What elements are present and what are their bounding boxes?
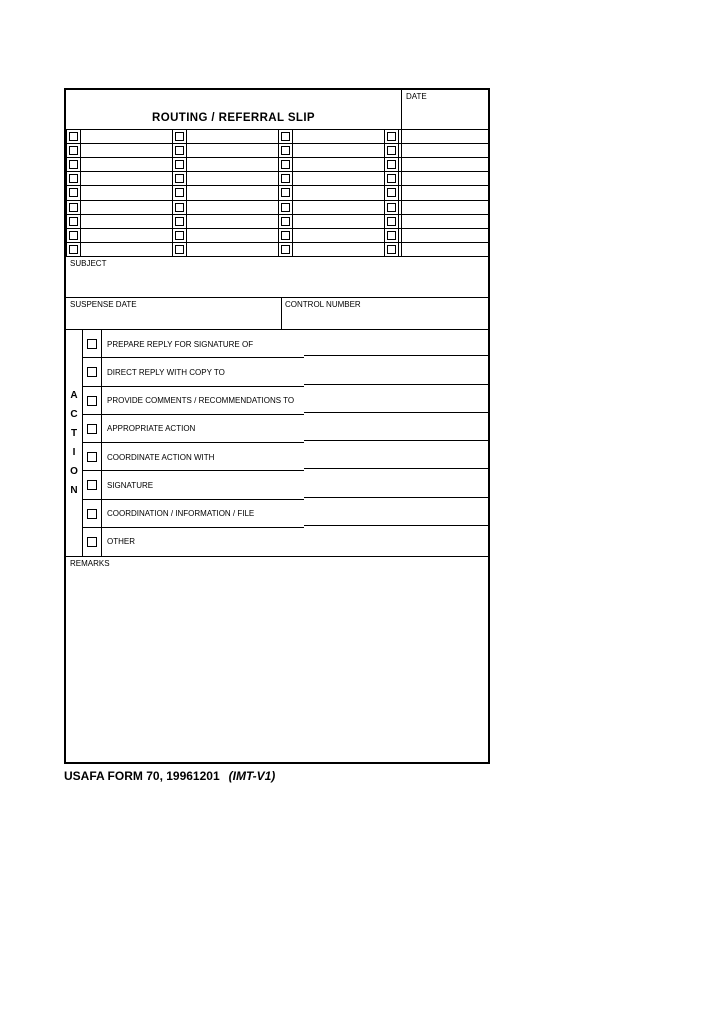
- routing-name-field[interactable]: [81, 215, 172, 228]
- routing-checkbox-cell: [172, 172, 187, 185]
- form-footer: [64, 769, 275, 783]
- action-label: COORDINATE ACTION WITH: [107, 452, 215, 462]
- routing-name-field[interactable]: [187, 215, 278, 228]
- routing-checkbox-cell: [384, 243, 399, 256]
- routing-checkbox-cell: [66, 144, 81, 157]
- suspense-control-row: [66, 298, 488, 330]
- routing-checkbox[interactable]: [175, 132, 184, 141]
- action-row-separator-right: [304, 468, 488, 469]
- routing-checkbox-cell: [172, 130, 187, 143]
- subject-label: SUBJECT: [70, 259, 107, 268]
- routing-checkbox[interactable]: [387, 146, 396, 155]
- form-version: (IMT-V1): [228, 769, 276, 783]
- routing-name-field[interactable]: [402, 158, 488, 171]
- action-row: [83, 415, 488, 443]
- routing-checkbox-cell: [66, 229, 81, 242]
- routing-checkbox-cell: [384, 229, 399, 242]
- routing-checkbox[interactable]: [69, 174, 78, 183]
- action-label: PROVIDE COMMENTS / RECOMMENDATIONS TO: [107, 396, 295, 406]
- routing-checkbox[interactable]: [69, 217, 78, 226]
- routing-checkbox[interactable]: [69, 203, 78, 212]
- routing-name-field[interactable]: [402, 144, 488, 157]
- routing-grid-row: [66, 243, 488, 257]
- action-fill-field[interactable]: [153, 471, 488, 499]
- action-row-separator-right: [304, 355, 488, 356]
- routing-checkbox[interactable]: [281, 231, 290, 240]
- routing-checkbox-cell: [384, 186, 399, 199]
- action-letter: T: [70, 428, 78, 439]
- action-checkbox[interactable]: [87, 537, 97, 547]
- routing-checkbox[interactable]: [175, 245, 184, 254]
- action-fill-field[interactable]: [253, 330, 488, 358]
- routing-checkbox[interactable]: [387, 188, 396, 197]
- routing-checkbox-cell: [66, 158, 81, 171]
- routing-checkbox-cell: [278, 186, 293, 199]
- action-letter: N: [70, 485, 78, 496]
- routing-name-field[interactable]: [293, 201, 384, 214]
- routing-grid-row: [66, 201, 488, 215]
- routing-checkbox[interactable]: [175, 174, 184, 183]
- suspense-date-label: SUSPENSE DATE: [70, 300, 137, 309]
- routing-name-field[interactable]: [402, 201, 488, 214]
- routing-checkbox[interactable]: [387, 132, 396, 141]
- routing-checkbox-cell: [384, 158, 399, 171]
- routing-checkbox-cell: [172, 201, 187, 214]
- routing-name-field[interactable]: [293, 172, 384, 185]
- routing-checkbox[interactable]: [281, 203, 290, 212]
- routing-name-field[interactable]: [187, 158, 278, 171]
- action-row: [83, 358, 488, 386]
- routing-checkbox-cell: [278, 201, 293, 214]
- routing-checkbox-cell: [278, 130, 293, 143]
- routing-name-field[interactable]: [187, 144, 278, 157]
- control-number-field[interactable]: [282, 298, 488, 329]
- routing-checkbox-cell: [278, 158, 293, 171]
- routing-checkbox-cell: [172, 144, 187, 157]
- routing-name-field[interactable]: [81, 201, 172, 214]
- action-row-separator-right: [304, 525, 488, 526]
- routing-name-field[interactable]: [402, 186, 488, 199]
- action-row: [83, 528, 488, 556]
- action-fill-field[interactable]: [225, 358, 488, 386]
- routing-checkbox-cell: [172, 186, 187, 199]
- date-label: DATE: [406, 92, 427, 101]
- routing-checkbox[interactable]: [281, 188, 290, 197]
- routing-name-field[interactable]: [293, 158, 384, 171]
- action-checkbox-cell: [83, 387, 102, 415]
- routing-name-field[interactable]: [81, 158, 172, 171]
- action-fill-field[interactable]: [135, 528, 488, 556]
- action-fill-field[interactable]: [214, 443, 488, 471]
- date-field[interactable]: [401, 90, 488, 129]
- suspense-date-field[interactable]: [66, 298, 282, 329]
- action-rows: [83, 330, 488, 556]
- action-label: COORDINATION / INFORMATION / FILE: [107, 509, 255, 519]
- routing-name-field[interactable]: [81, 243, 172, 256]
- routing-name-field[interactable]: [81, 144, 172, 157]
- routing-name-field[interactable]: [81, 186, 172, 199]
- form-title: ROUTING / REFERRAL SLIP: [152, 112, 315, 124]
- routing-checkbox-cell: [278, 172, 293, 185]
- routing-checkbox-cell: [66, 215, 81, 228]
- action-label: SIGNATURE: [107, 480, 154, 490]
- routing-checkbox[interactable]: [281, 132, 290, 141]
- routing-name-field[interactable]: [293, 243, 384, 256]
- action-fill-field[interactable]: [254, 500, 488, 528]
- action-fill-field[interactable]: [294, 387, 488, 415]
- action-checkbox-cell: [83, 500, 102, 528]
- action-checkbox-cell: [83, 415, 102, 443]
- action-label: OTHER: [107, 537, 135, 547]
- routing-grid: [66, 130, 488, 257]
- routing-name-field[interactable]: [402, 130, 488, 143]
- action-letter: C: [70, 409, 78, 420]
- routing-checkbox-cell: [66, 201, 81, 214]
- routing-checkbox[interactable]: [175, 160, 184, 169]
- routing-checkbox-cell: [384, 144, 399, 157]
- routing-name-field[interactable]: [293, 130, 384, 143]
- action-row-separator-right: [304, 384, 488, 385]
- routing-checkbox-cell: [278, 229, 293, 242]
- action-row: [83, 471, 488, 499]
- routing-checkbox[interactable]: [175, 203, 184, 212]
- remarks-label: REMARKS: [70, 559, 110, 568]
- routing-checkbox[interactable]: [175, 217, 184, 226]
- routing-checkbox-cell: [384, 130, 399, 143]
- routing-name-field[interactable]: [293, 215, 384, 228]
- routing-name-field[interactable]: [402, 215, 488, 228]
- routing-name-field[interactable]: [402, 172, 488, 185]
- action-label: PREPARE REPLY FOR SIGNATURE OF: [107, 339, 254, 349]
- action-row: [83, 330, 488, 358]
- subject-field[interactable]: [66, 257, 488, 298]
- routing-name-field[interactable]: [81, 172, 172, 185]
- routing-checkbox[interactable]: [387, 245, 396, 254]
- routing-name-field[interactable]: [293, 144, 384, 157]
- routing-checkbox[interactable]: [387, 174, 396, 183]
- routing-grid-row: [66, 130, 488, 144]
- routing-checkbox[interactable]: [281, 245, 290, 254]
- routing-checkbox[interactable]: [69, 188, 78, 197]
- routing-checkbox[interactable]: [175, 231, 184, 240]
- routing-checkbox-cell: [278, 144, 293, 157]
- action-letter: A: [70, 390, 78, 401]
- routing-name-field[interactable]: [402, 229, 488, 242]
- action-checkbox[interactable]: [87, 424, 97, 434]
- routing-checkbox-cell: [66, 243, 81, 256]
- action-checkbox-cell: [83, 528, 102, 556]
- action-letter: O: [70, 466, 78, 477]
- routing-checkbox[interactable]: [387, 203, 396, 212]
- routing-name-field[interactable]: [402, 243, 488, 256]
- action-checkbox[interactable]: [87, 509, 97, 519]
- routing-checkbox[interactable]: [387, 217, 396, 226]
- action-row-separator-right: [304, 440, 488, 441]
- routing-checkbox-cell: [66, 130, 81, 143]
- routing-checkbox-cell: [384, 201, 399, 214]
- action-label: DIRECT REPLY WITH COPY TO: [107, 367, 225, 377]
- routing-checkbox[interactable]: [175, 146, 184, 155]
- routing-checkbox[interactable]: [69, 146, 78, 155]
- routing-name-field[interactable]: [293, 186, 384, 199]
- action-checkbox[interactable]: [87, 367, 97, 377]
- routing-checkbox[interactable]: [281, 146, 290, 155]
- routing-name-field[interactable]: [187, 229, 278, 242]
- routing-checkbox-cell: [172, 215, 187, 228]
- routing-checkbox[interactable]: [69, 132, 78, 141]
- routing-name-field[interactable]: [187, 130, 278, 143]
- action-fill-field[interactable]: [195, 415, 488, 443]
- action-checkbox[interactable]: [87, 452, 97, 462]
- routing-checkbox-cell: [384, 215, 399, 228]
- routing-checkbox[interactable]: [69, 245, 78, 254]
- form-id: USAFA FORM 70, 19961201: [64, 769, 220, 783]
- action-checkbox-cell: [83, 471, 102, 499]
- routing-checkbox[interactable]: [387, 160, 396, 169]
- routing-grid-row: [66, 172, 488, 186]
- remarks-field[interactable]: [66, 557, 488, 762]
- action-checkbox-cell: [83, 443, 102, 471]
- action-checkbox-cell: [83, 330, 102, 358]
- routing-checkbox-cell: [66, 172, 81, 185]
- routing-name-field[interactable]: [187, 243, 278, 256]
- action-row-separator-right: [304, 497, 488, 498]
- routing-checkbox[interactable]: [175, 188, 184, 197]
- routing-name-field[interactable]: [81, 229, 172, 242]
- routing-checkbox-cell: [172, 158, 187, 171]
- routing-checkbox[interactable]: [387, 231, 396, 240]
- action-checkbox-cell: [83, 358, 102, 386]
- routing-checkbox-cell: [172, 243, 187, 256]
- action-label: APPROPRIATE ACTION: [107, 424, 196, 434]
- routing-grid-row: [66, 158, 488, 172]
- action-checkbox[interactable]: [87, 339, 97, 349]
- form-header: [66, 90, 488, 130]
- action-vertical-label: [66, 330, 83, 556]
- action-checkbox[interactable]: [87, 396, 97, 406]
- routing-name-field[interactable]: [187, 186, 278, 199]
- routing-checkbox[interactable]: [281, 160, 290, 169]
- routing-checkbox-cell: [278, 215, 293, 228]
- routing-checkbox[interactable]: [69, 160, 78, 169]
- routing-grid-row: [66, 186, 488, 200]
- action-row: [83, 387, 488, 415]
- routing-checkbox-cell: [384, 172, 399, 185]
- action-row: [83, 443, 488, 471]
- routing-name-field[interactable]: [187, 172, 278, 185]
- routing-name-field[interactable]: [187, 201, 278, 214]
- action-section: [66, 330, 488, 557]
- routing-grid-row: [66, 229, 488, 243]
- routing-checkbox[interactable]: [281, 174, 290, 183]
- routing-name-field[interactable]: [81, 130, 172, 143]
- routing-checkbox-cell: [172, 229, 187, 242]
- routing-checkbox[interactable]: [281, 217, 290, 226]
- routing-grid-row: [66, 144, 488, 158]
- action-row-separator-right: [304, 412, 488, 413]
- action-row: [83, 500, 488, 528]
- routing-checkbox-cell: [66, 186, 81, 199]
- routing-checkbox-cell: [278, 243, 293, 256]
- action-letter: I: [72, 447, 76, 458]
- control-number-label: CONTROL NUMBER: [285, 300, 361, 309]
- routing-name-field[interactable]: [293, 229, 384, 242]
- routing-grid-row: [66, 215, 488, 229]
- title-cell: [66, 90, 401, 129]
- action-checkbox[interactable]: [87, 480, 97, 490]
- routing-referral-slip-form: [64, 88, 490, 764]
- routing-checkbox[interactable]: [69, 231, 78, 240]
